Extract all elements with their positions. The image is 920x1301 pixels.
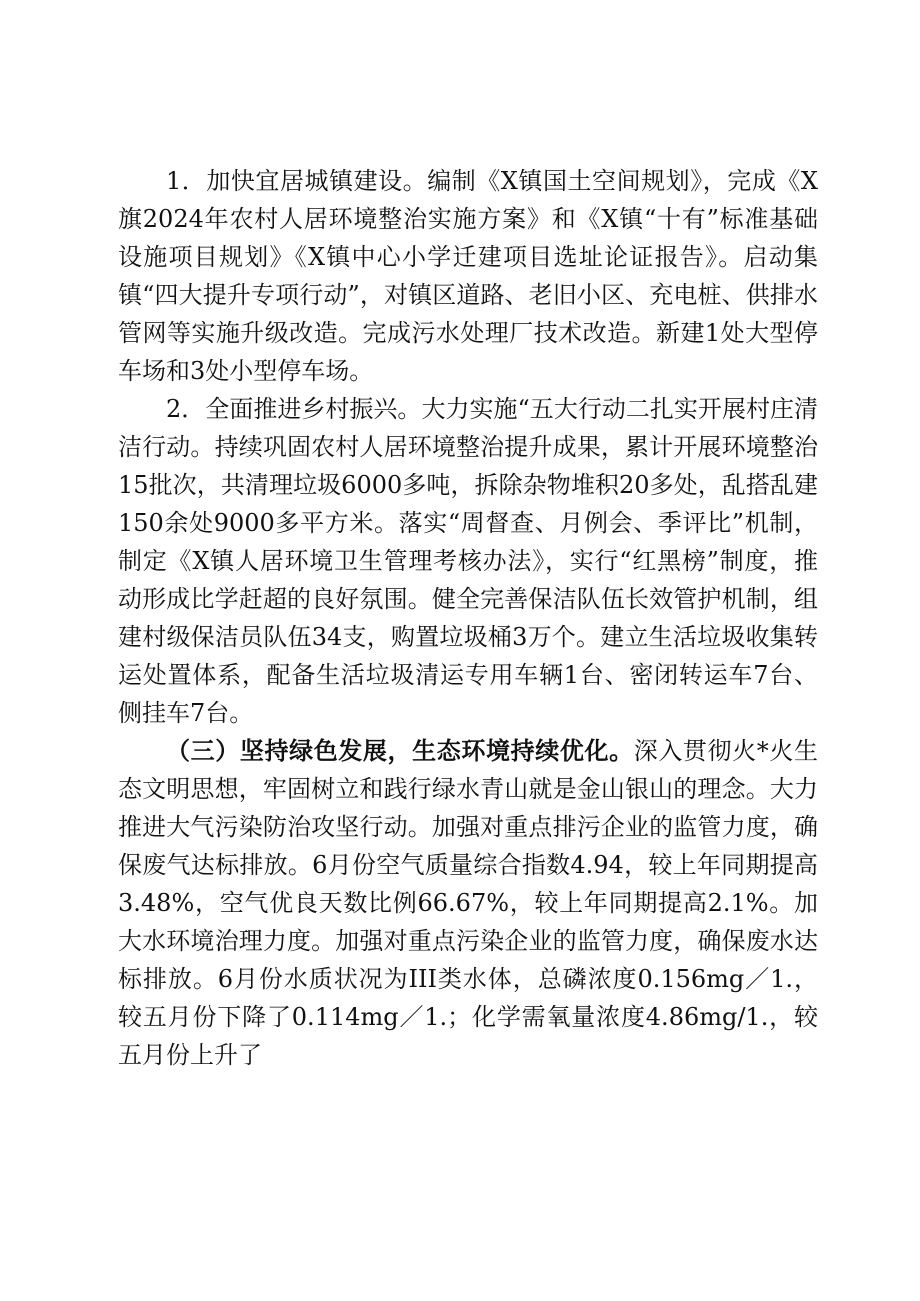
paragraph-text: 1．加快宜居城镇建设。编制《X镇国土空间规划》，完成《X旗2024年农村人居环境整治实施方案》和《X镇“十有”标准基础设施项目规划》《X镇中心小学迁建项目选址论证报告》。启动集镇“四大提升专项行动”，对镇区道路、老旧小区、充电桩、供排水管网等实施升级改造。完成污水处理厂技术改造。新建1处大型停车场和3处小型停车场。 — [118, 167, 818, 385]
paragraph-green-development — [118, 732, 818, 1074]
document-body — [118, 162, 818, 1074]
paragraph-town-construction — [118, 162, 818, 390]
paragraph-text: 2．全面推进乡村振兴。大力实施“五大行动二扎实开展村庄清洁行动。持续巩固农村人居环境整治提升成果，累计开展环境整治15批次，共清理垃圾6000多吨，拆除杂物堆积20多处，乱搭乱建150余处9000多平方米。落实“周督查、月例会、季评比”机制，制定《X镇人居环境卫生管理考核办法》，实行“红黑榜”制度，推动形成比学赶超的良好氛围。健全完善保洁队伍长效管护机制，组建村级保洁员队伍34支，购置垃圾桶3万个。建立生活垃圾收集转运处置体系，配备生活垃圾清运专用车辆1台、密闭转运车7台、侧挂车7台。 — [118, 395, 818, 727]
paragraph-text: 深入贯彻火*火生态文明思想，牢固树立和践行绿水青山就是金山银山的理念。大力推进大气污染防治攻坚行动。加强对重点排污企业的监管力度，确保废气达标排放。6月份空气质量综合指数4.94，较上年同期提高3.48%，空气优良天数比例66.67%，较上年同期提高2.1%。加大水环境治理力度。加强对重点污染企业的监管力度，确保废水达标排放。6月份水质状况为III类水体，总磷浓度0.156mg／1.，较五月份下降了0.114mg／1.；化学需氧量浓度4.86mg/1.，较五月份上升了 — [118, 737, 819, 1069]
section-heading: （三）坚持绿色发展，生态环境持续优化。 — [166, 736, 634, 765]
paragraph-rural-revitalization — [118, 390, 818, 732]
